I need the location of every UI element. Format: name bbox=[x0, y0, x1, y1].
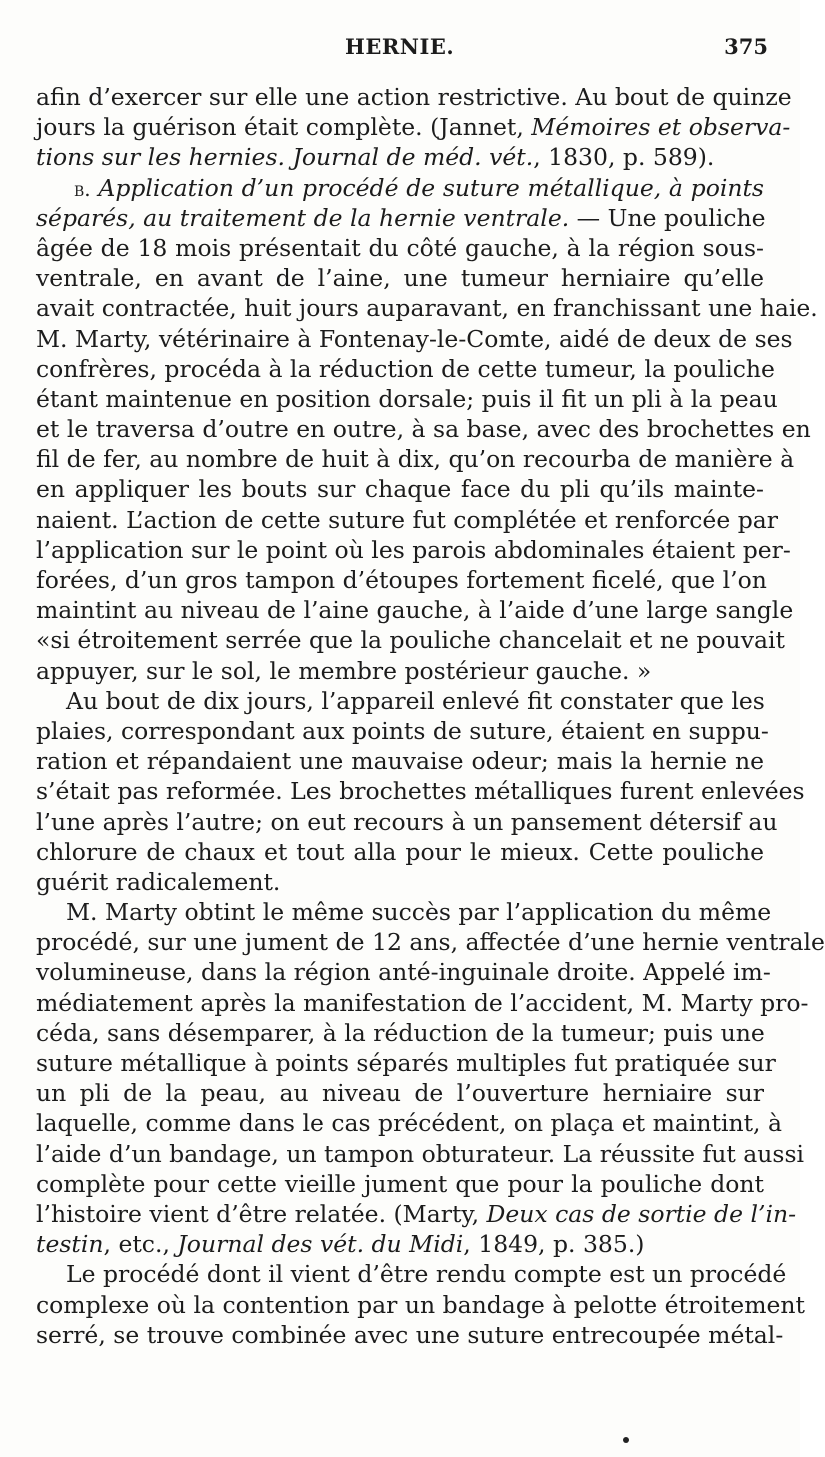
text-line bbox=[36, 82, 792, 112]
text-segment: fil de fer, au nombre de huit à dix, qu’on recourba de manière à bbox=[36, 445, 795, 474]
text-segment: ration et répandaient une mauvaise odeur; mais la hernie ne bbox=[36, 747, 764, 776]
text-line bbox=[36, 293, 818, 323]
text-segment: ventrale, en avant de l’aine, une tumeur herniaire qu’elle bbox=[36, 264, 764, 293]
text-segment: suture métallique à points séparés multiples fut pratiquée sur bbox=[36, 1049, 776, 1077]
text-line bbox=[36, 112, 791, 142]
text-line bbox=[36, 414, 811, 444]
text-line bbox=[36, 1139, 805, 1169]
italic-text: Deux cas de sortie de l’in- bbox=[486, 1199, 797, 1228]
text-line bbox=[36, 1199, 797, 1229]
text-line bbox=[36, 1290, 805, 1320]
text-line bbox=[36, 1108, 782, 1138]
text-segment: complexe où la contention par un bandage à pelotte étroitement bbox=[36, 1290, 805, 1319]
text-line bbox=[36, 595, 794, 625]
text-line bbox=[36, 354, 775, 384]
text-line bbox=[36, 324, 793, 354]
text-line bbox=[36, 716, 769, 746]
body-text bbox=[36, 82, 825, 1350]
text-line bbox=[36, 142, 764, 172]
text-segment: Le procédé dont il vient d’être rendu compte est un procédé bbox=[66, 1260, 787, 1289]
text-segment: volumineuse, dans la région anté-inguinale droite. Appelé im- bbox=[36, 958, 771, 987]
text-line bbox=[36, 1078, 764, 1108]
text-line bbox=[36, 505, 778, 535]
text-segment: M. Marty obtint le même succès par l’application du même bbox=[66, 898, 772, 927]
text-segment: un pli de la peau, au niveau de l’ouverture herniaire sur bbox=[36, 1079, 764, 1108]
text-segment: Au bout de dix jours, l’appareil enlevé fit constater que les bbox=[66, 686, 765, 715]
text-segment: l’application sur le point où les parois abdominales étaient per- bbox=[36, 535, 791, 564]
text-segment: laquelle, comme dans le cas précédent, on plaça et maintint, à bbox=[36, 1109, 782, 1138]
text-line bbox=[36, 444, 795, 474]
text-segment: serré, se trouve combinée avec une suture entrecoupée métal- bbox=[36, 1320, 784, 1349]
text-line bbox=[36, 807, 778, 837]
text-segment: l’aide d’un bandage, un tampon obturateur. La réussite fut aussi bbox=[36, 1139, 805, 1168]
text-line bbox=[36, 1259, 787, 1289]
text-segment: maintint au niveau de l’aine gauche, à l’aide d’une large sangle bbox=[36, 596, 794, 625]
text-segment: b. bbox=[74, 176, 91, 201]
text-segment: chlorure de chaux et tout alla pour le mieux. Cette pouliche bbox=[36, 837, 764, 866]
text-line bbox=[36, 867, 764, 897]
text-line bbox=[36, 474, 764, 504]
text-segment: procédé, sur une jument de 12 ans, affectée d’une hernie ventrale bbox=[36, 928, 825, 957]
text-segment: plaies, correspondant aux points de suture, étaient en suppu- bbox=[36, 716, 769, 745]
italic-text: Mémoires et observa- bbox=[531, 113, 791, 142]
text-segment: avait contractée, huit jours auparavant, en franchissant une haie. bbox=[36, 294, 818, 323]
text-segment: , 1849, p. 385.) bbox=[463, 1230, 645, 1259]
running-title: HERNIE. bbox=[345, 34, 455, 59]
text-segment: l’une après l’autre; on eut recours à un pansement détersif au bbox=[36, 807, 778, 836]
text-segment: et le traversa d’outre en outre, à sa base, avec des brochettes en bbox=[36, 415, 811, 444]
text-segment: étant maintenue en position dorsale; puis il fit un pli à la peau bbox=[36, 384, 778, 413]
text-line bbox=[36, 535, 791, 565]
text-segment: guérit radicalement. bbox=[36, 867, 281, 896]
text-line bbox=[36, 203, 764, 233]
text-segment: , 1830, p. 589). bbox=[533, 143, 715, 172]
text-segment: en appliquer les bouts sur chaque face du pli qu’ils mainte- bbox=[36, 475, 764, 504]
text-segment: forées, d’un gros tampon d’étoupes fortement ficelé, que l’on bbox=[36, 566, 767, 594]
text-line bbox=[36, 1169, 764, 1199]
text-segment: l’histoire vient d’être relatée. (Marty, bbox=[36, 1199, 487, 1228]
text-segment: complète pour cette vieille jument que pour la pouliche dont bbox=[36, 1169, 764, 1198]
text-line bbox=[36, 988, 809, 1018]
text-line bbox=[36, 565, 767, 595]
text-line bbox=[36, 686, 764, 716]
text-segment: «si étroitement serrée que la pouliche chancelait et ne pouvait bbox=[36, 626, 785, 655]
text-segment: — Une pouliche bbox=[569, 203, 766, 232]
text-line bbox=[36, 233, 764, 263]
text-segment: médiatement après la manifestation de l’accident, M. Marty pro- bbox=[36, 988, 809, 1017]
text-segment: appuyer, sur le sol, le membre postérieur gauche. » bbox=[36, 656, 652, 685]
text-segment: confrères, procéda à la réduction de cette tumeur, la pouliche bbox=[36, 354, 775, 383]
text-segment: céda, sans désemparer, à la réduction de la tumeur; puis une bbox=[36, 1018, 765, 1047]
text-segment: jours la guérison était complète. (Jannet, bbox=[36, 113, 532, 142]
text-line bbox=[36, 927, 825, 957]
page-number: 375 bbox=[724, 34, 768, 59]
text-line bbox=[36, 625, 785, 655]
italic-text: Application d’un procédé de suture métallique, à points bbox=[90, 173, 764, 202]
italic-text: séparés, au traitement de la hernie ventrale. bbox=[36, 203, 570, 232]
text-line bbox=[36, 1048, 776, 1078]
text-segment: M. Marty, vétérinaire à Fontenay-le-Comte, aidé de deux de ses bbox=[36, 324, 793, 353]
text-line bbox=[36, 384, 778, 414]
text-line bbox=[36, 656, 764, 686]
text-line bbox=[36, 776, 805, 806]
text-line bbox=[36, 263, 764, 293]
ink-dot bbox=[623, 1437, 629, 1443]
text-line bbox=[36, 1018, 764, 1048]
text-segment: , etc., bbox=[103, 1230, 178, 1259]
text-segment: s’était pas reformée. Les brochettes métalliques furent enlevées bbox=[36, 777, 805, 806]
italic-text: Journal des vét. du Midi bbox=[177, 1230, 464, 1259]
text-segment: naient. L’action de cette suture fut complétée et renforcée par bbox=[36, 505, 778, 534]
text-line bbox=[36, 957, 771, 987]
italic-text: tions sur les hernies. Journal de méd. vét. bbox=[36, 143, 534, 172]
text-line bbox=[36, 837, 764, 867]
text-line bbox=[36, 1320, 784, 1350]
running-header bbox=[0, 34, 800, 64]
text-line bbox=[36, 897, 772, 927]
text-segment: afin d’exercer sur elle une action restrictive. Au bout de quinze bbox=[36, 83, 792, 111]
text-line bbox=[36, 1229, 764, 1259]
text-line bbox=[36, 746, 764, 776]
text-line bbox=[36, 173, 764, 203]
italic-text: testin bbox=[36, 1230, 104, 1259]
text-segment: âgée de 18 mois présentait du côté gauche, à la région sous- bbox=[36, 233, 764, 262]
